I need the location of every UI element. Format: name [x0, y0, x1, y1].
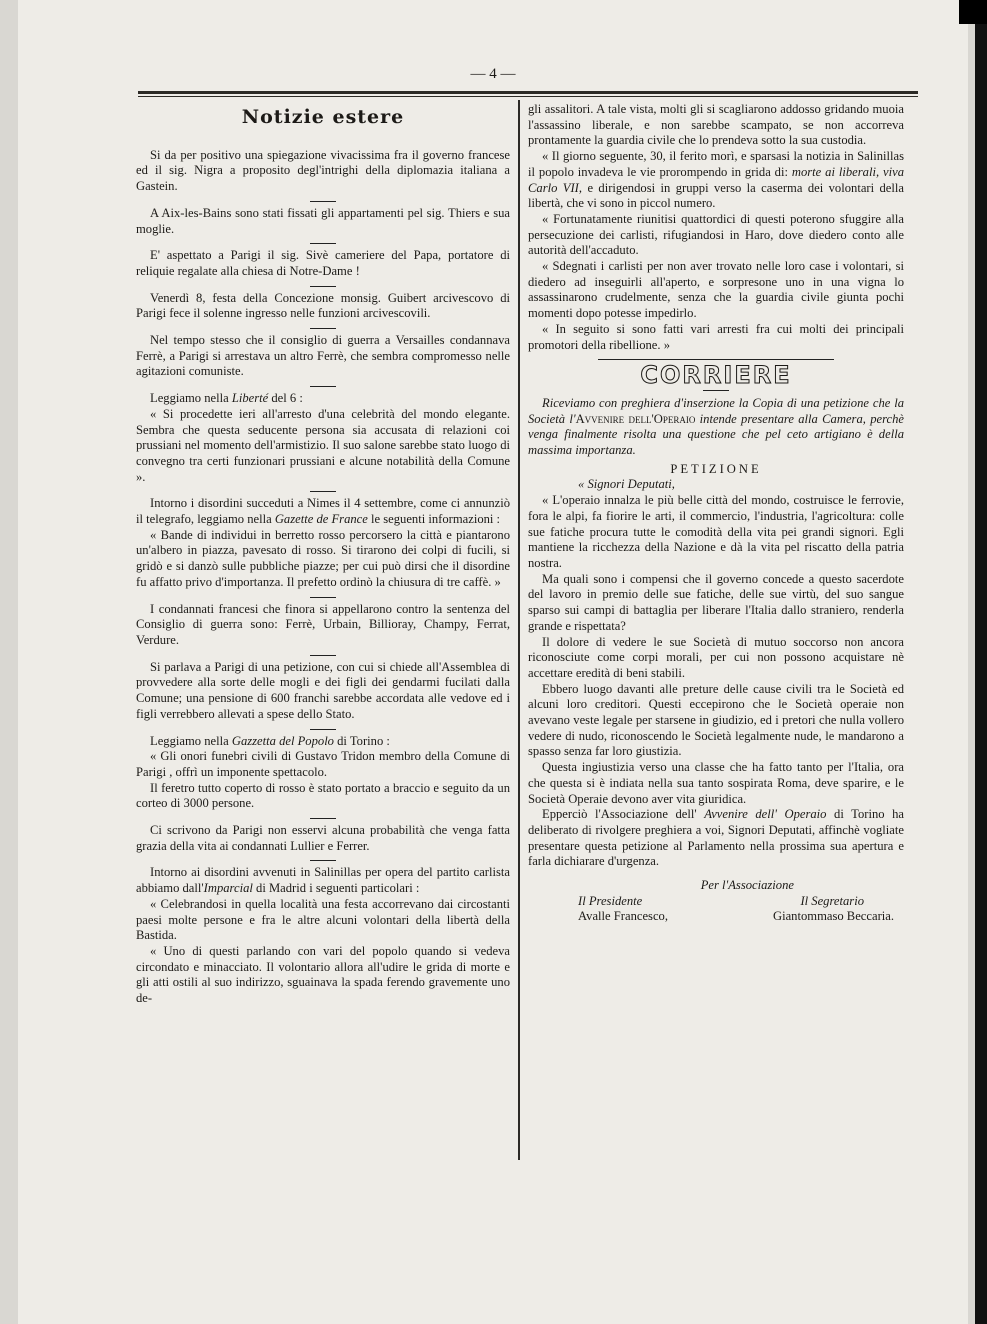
text: e dirigendosi in gruppi verso la caserma dei volontari della libertà, che vi sono in piccol numero.: [528, 180, 904, 211]
quote: « Celebrandosi in quella località una festa accorrevano dai circostanti paesi molte persone e fra le altre alcuni volontari della libertà della Bastida.: [136, 896, 510, 943]
separator: [703, 390, 729, 391]
text: « Il giorno seguente, 30, il ferito morì, e sparsasi la notizia in Salinillas il popolo invadeva le vie prorompendo in grida di:: [528, 149, 904, 179]
quote: « Gli onori funebri civili di Gustavo Tridon membro della Comune di Parigi , offrì un imponente spettacolo.: [136, 749, 510, 779]
petition-paragraph: Ebbero luogo davanti alle preture delle cause civili tra le Società ed alcuni loro creditori. Questi eccepirono che le Società operaie non avevano veste legale per starsene in giudizio, ed i pretori che nulla vollero vedere di nudo, riconoscendo le Società legalmente nude, le mandarono a spasso senza far loro giustizia.: [528, 681, 904, 759]
intro-paragraph: [528, 396, 904, 459]
quote: « Fortunatamente riunitisi quattordici di questi poterono sfuggire alla persecuzione dei carlisti, rifugiandosi in Haro, dove diedero conto alle autorità dell'accaduto.: [528, 211, 904, 258]
paragraph: [136, 865, 510, 896]
header-rule-thin: [138, 96, 918, 97]
quote: « Sdegnati i carlisti per non aver trovato nelle loro case i volontari, si diedero ad inseguirli all'aperto, e sorpresone uno in una vigna lo assassinarono crudelmente, senza che la guardia civile giunta pochi momenti dopo potesse impedirlo.: [528, 259, 904, 321]
paragraph: I condannati francesi che finora si appellarono contro la sentenza del Consiglio di guerra sono: Ferrè, Urbain, Billioray, Champy, Ferrat, Verdure.: [136, 601, 510, 647]
salutation: « Signori Deputati,: [578, 477, 675, 492]
newspaper-title: Gazette de France: [274, 512, 368, 527]
newspaper-page: [18, 0, 968, 1324]
text: del 6 :: [268, 391, 303, 406]
paragraph: [136, 734, 510, 750]
separator: [310, 491, 336, 492]
quote: « In seguito si sono fatti vari arresti fra cui molti dei principali promotori della ribellione. »: [528, 321, 904, 352]
role-secretary: Il Segretario: [800, 893, 864, 908]
separator: [310, 386, 336, 387]
column-separator: [518, 100, 520, 1160]
text: Leggiamo nella: [150, 733, 232, 748]
petition-paragraph: Questa ingiustizia verso una classe che ha fatto tanto per l'Italia, ora che questa si è indiata nella sua tanto sospirata Roma, deve sparire, e le Società Operaie devono aver vita giuridica.: [528, 760, 904, 806]
petition-title: PETIZIONE: [670, 461, 762, 476]
text: Intorno ai disordini avvenuti in Salinillas per opera del partito carlista abbiamo dall': [136, 865, 510, 896]
paragraph: Ci scrivono da Parigi non esservi alcuna probabilità che venga fatta grazia della vita ai condannati Lullier e Ferrer.: [136, 823, 510, 853]
separator: [310, 860, 336, 861]
newspaper-title: Gazzetta del Popolo: [231, 733, 334, 748]
right-column: [528, 102, 904, 925]
quote: « Si procedette ieri all'arresto d'una celebrità del mondo elegante. Sembra che questa seducente persona sia accusata di relazioni coi prussiani nel momento dell'armistizio. Il suo salone sarebbe stato luogo di convegno tra certi funzionari prussiani e alcune notabilità della Comune ».: [136, 406, 510, 484]
quote: [528, 149, 904, 212]
quote: « Uno di questi parlando con vari del popolo quando si vedeva circondato e minacciato. Il volontario allora all'udire le grida di morte e gli atti ostili al suo indirizzo, sguainava la spada ferendo gravemente uno de-: [136, 943, 510, 1006]
newspaper-title: Liberté: [231, 391, 269, 406]
newspaper-title: Imparcial: [203, 881, 253, 896]
text: Epperciò l'Associazione dell': [542, 807, 705, 822]
petition-paragraph: Ma quali sono i compensi che il governo concede a questo sacerdote del lavoro in premio delle sue fatiche, delle sue virtù, del suo sangue sparso sui campi di battaglia per liberare l'Italia dallo straniero, renderla grande e rispettata?: [528, 571, 904, 633]
text: di Torino ha deliberato di rivolgere preghiera a voi, Signori Deputati, affinchè vogliate presentare questa petizione al Parlamento nella prossima sua apertura e farla dichiarare d'urgenza.: [528, 807, 905, 869]
separator: [310, 328, 336, 329]
scan-edge: [975, 0, 987, 1324]
paragraph: A Aix-les-Bains sono stati fissati gli appartamenti pel sig. Thiers e sua moglie.: [136, 205, 510, 236]
paragraph: [136, 496, 510, 527]
signature-header: Per l'Associazione: [700, 878, 794, 893]
petition-paragraph: Il dolore di vedere le sue Società di mutuo soccorso non ancora riconosciute come corpi morali, per cui non possono acquistare nè accettare eredità di beni stabili.: [528, 634, 904, 680]
text: Intorno i disordini succeduti a Nimes il 4 settembre, come ci annunziò il telegrafo, leggiamo nella: [136, 496, 510, 527]
left-column: [136, 108, 510, 1007]
society-name: Avvenire dell' Operaio: [704, 807, 827, 822]
separator: [310, 286, 336, 287]
society-name: Avvenire dell'Operaio: [575, 411, 696, 426]
text: Leggiamo nella: [150, 391, 232, 406]
slogan: morte ai liberali, viva Carlo VII,: [528, 164, 904, 195]
name-president: Avalle Francesco,: [578, 909, 668, 924]
separator: [310, 729, 336, 730]
paragraph: gli assalitori. A tale vista, molti gli si scagliarono addosso gridando muoia l'assassino liberale, e non sarebbe scampato, se non accorreva prontamente la guardia civile che lo prendeva sotto la sua custodia.: [528, 102, 904, 148]
text: intende presentare alla Camera, perchè venga finalmente risolta una questione che pel ceto artigiano è della massima importanza.: [528, 411, 904, 458]
separator: [310, 597, 336, 598]
header-rule: [138, 91, 918, 94]
signature-names: [528, 909, 904, 925]
section-heading-corriere: CORRIERE: [640, 361, 792, 390]
name-secretary: Giantommaso Beccaria.: [773, 909, 894, 924]
paragraph: [136, 391, 510, 407]
quote: Il feretro tutto coperto di rosso è stato portato a braccio e seguito da un corteo di 3000 persone.: [136, 780, 510, 811]
paragraph: Si da per positivo una spiegazione vivacissima fra il governo francese ed il sig. Nigra a proposito degl'intrighi della diplomazia italiana a Gastein.: [136, 147, 510, 194]
petition-paragraph: « L'operaio innalza le più belle città del mondo, costruisce le ferrovie, fora le alpi, fa fiorire le arti, il commercio, l'industria, l'agricoltura: colle sue fatiche procura tutte le comodità della vita pei grandi signori. Egli mantiene la ricchezza della Nazione e dà la vita pel riscatto della patria nostra.: [528, 493, 904, 570]
page-number: — 4 —: [470, 66, 516, 82]
text: di Madrid i seguenti particolari :: [252, 881, 420, 896]
role-president: Il Presidente: [578, 893, 643, 908]
paragraph: Nel tempo stesso che il consiglio di guerra a Versailles condannava Ferrè, a Parigi si arrestava un altro Ferrè, che sembra compromesso nelle agitazioni comuniste.: [136, 333, 510, 379]
scan-corner: [959, 0, 987, 24]
paragraph: Si parlava a Parigi di una petizione, con cui si chiede all'Assemblea di provvedere alla sorte delle mogli e dei figli dei gendarmi fucilati dalla Comune; una pensione di 600 franchi sarebbe accordata alle vedove ed i figli verrebbero allevati a spese dello Stato.: [136, 659, 510, 721]
separator: [310, 655, 336, 656]
paragraph: E' aspettato a Parigi il sig. Sivè cameriere del Papa, portatore di reliquie regalate alla chiesa di Notre-Dame !: [136, 248, 510, 278]
text: le seguenti informazioni :: [367, 512, 501, 527]
text: Riceviamo con preghiera d'inserzione la Copia di una petizione che la Società l': [528, 395, 904, 426]
paragraph: Venerdì 8, festa della Concezione monsig. Guibert arcivescovo di Parigi fece il solenne ingresso nelle funzioni arcivescovili.: [136, 290, 510, 321]
separator: [310, 818, 336, 819]
separator: [310, 243, 336, 244]
text: di Torino :: [333, 733, 390, 748]
section-heading-notizie-estere: Notizie estere: [241, 106, 405, 128]
separator: [310, 201, 336, 202]
quote: « Bande di individui in berretto rosso percorsero la città e piantarono un'albero in piazza, pavesato di rosso. Si tirarono dei colpi di fucili, si gridò e si danzò sulle pubbliche piazze; per cui può dirsi che il disordine fu affatto privo d'importanza. Il prefetto ordinò la chiusura di tre caffè. »: [136, 527, 510, 589]
section-rule: [598, 359, 834, 360]
signature-roles: [528, 894, 904, 910]
petition-paragraph: [528, 807, 904, 870]
